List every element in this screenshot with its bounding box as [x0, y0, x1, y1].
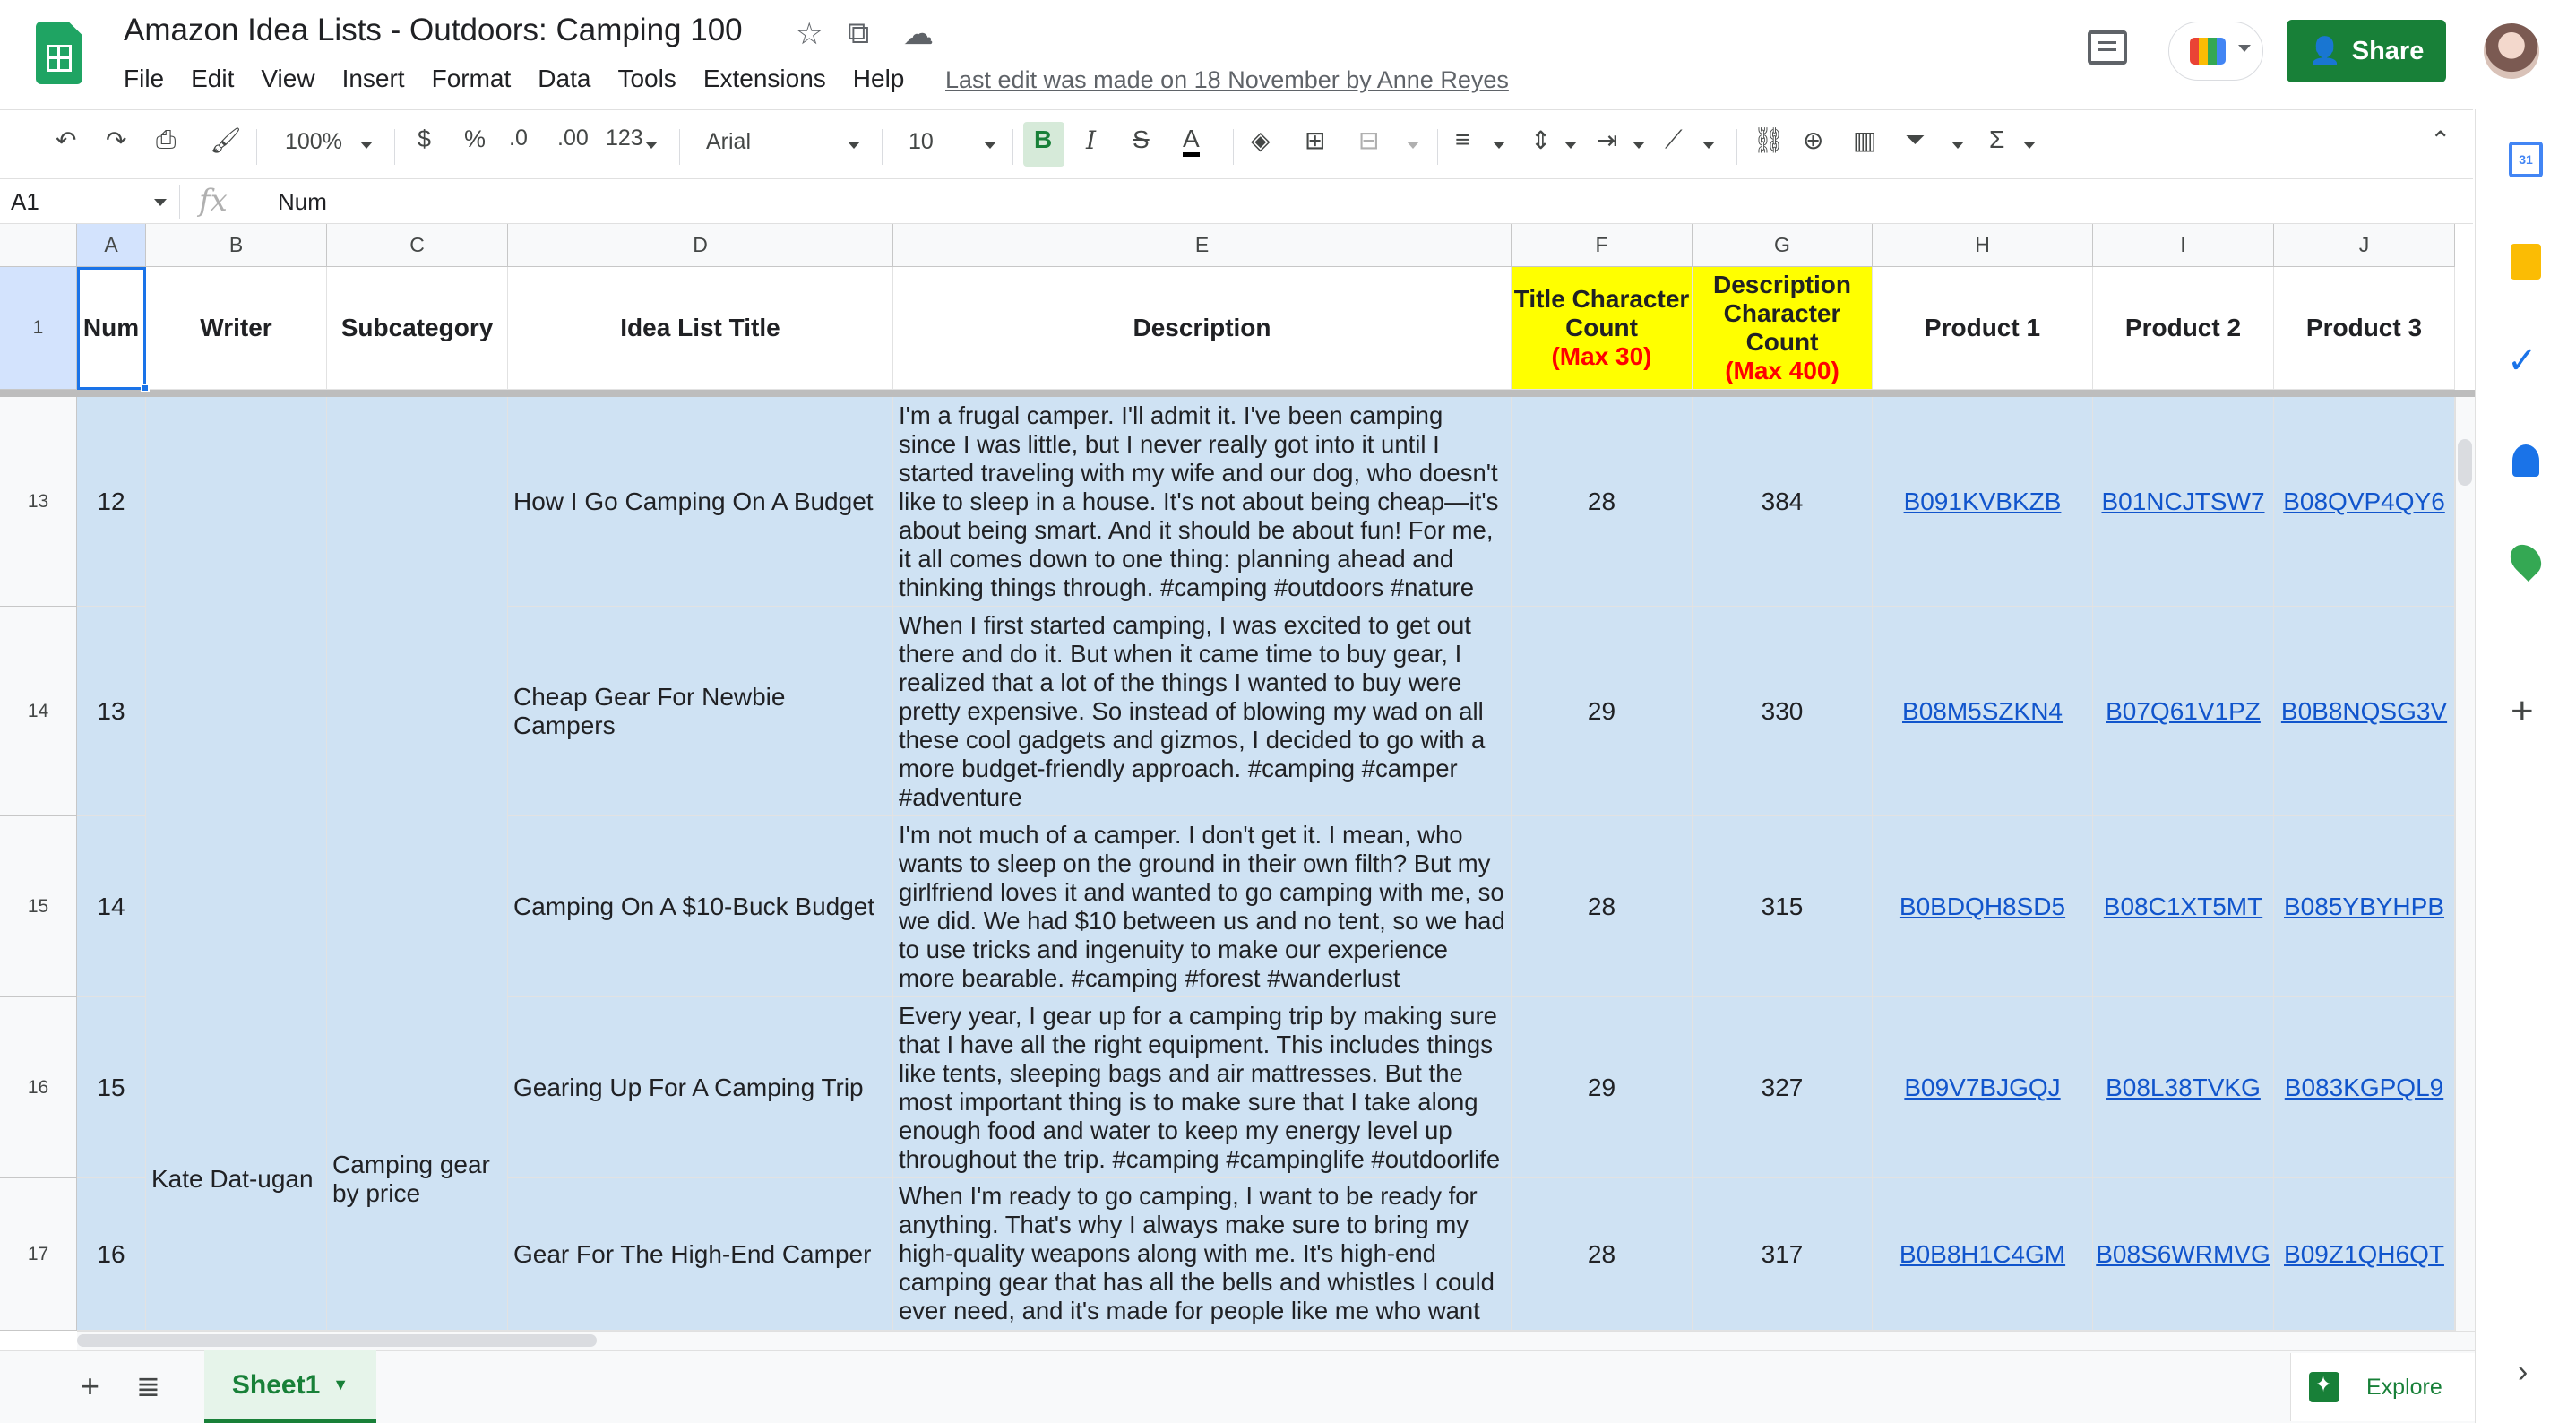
sheets-logo-grid	[47, 45, 72, 72]
toolbar-divider	[1012, 129, 1013, 165]
percent-format-button[interactable]: %	[464, 125, 487, 152]
all-sheets-icon[interactable]: ≣	[136, 1370, 160, 1402]
product-3-link[interactable]: B083KGPQL9	[2274, 997, 2455, 1178]
explore-label: Explore	[2366, 1374, 2442, 1400]
last-edit-link[interactable]: Last edit was made on 18 November by Anne Reyes	[945, 66, 1509, 93]
column-header-g[interactable]: G	[1693, 224, 1873, 267]
explore-button[interactable]	[2290, 1353, 2475, 1421]
header-title-max: (Max 30)	[1551, 342, 1652, 370]
redo-icon[interactable]: ↷	[106, 126, 127, 154]
title-count-cell[interactable]: 28	[1512, 397, 1693, 607]
product-2-link[interactable]: B07Q61V1PZ	[2093, 607, 2274, 816]
product-2-link[interactable]: B08L38TVKG	[2093, 997, 2274, 1178]
title-cell[interactable]: Cheap Gear For Newbie Campers	[508, 607, 893, 816]
column-header-f[interactable]: F	[1512, 224, 1693, 267]
title-count-cell[interactable]: 29	[1512, 607, 1693, 816]
menu-format[interactable]: Format	[431, 65, 512, 92]
row-header-13[interactable]: 13	[0, 397, 77, 607]
get-addons-icon[interactable]: +	[2511, 689, 2534, 733]
description-cell[interactable]: When I'm ready to go camping, I want to be ready for anything. That's why I always make sure to bring my high-quality weapons along with me. It's high-end camping gear that has all the bells and whistles I could ever need, and it's made for people like me who want	[893, 1178, 1512, 1331]
product-2-link[interactable]: B08S6WRMVG	[2093, 1178, 2274, 1331]
borders-icon[interactable]: ⊞	[1305, 126, 1326, 154]
title-count-cell[interactable]: 28	[1512, 816, 1693, 997]
move-folder-icon[interactable]: ⧉	[848, 16, 870, 50]
num-cell[interactable]: 15	[77, 997, 146, 1178]
product-3-link[interactable]: B09Z1QH6QT	[2274, 1178, 2455, 1331]
num-cell[interactable]: 14	[77, 816, 146, 997]
toolbar-divider	[1736, 129, 1737, 165]
column-header-i[interactable]: I	[2093, 224, 2274, 267]
menu-help[interactable]: Help	[852, 65, 905, 92]
italic-icon[interactable]: I	[1086, 125, 1097, 155]
active-cell-outline	[77, 267, 146, 390]
explore-icon	[2309, 1372, 2339, 1402]
title-count-cell[interactable]: 29	[1512, 997, 1693, 1178]
name-box[interactable]: A1	[11, 188, 39, 215]
name-box-dropdown-icon[interactable]	[154, 199, 167, 206]
v-align-dropdown-icon[interactable]	[1564, 142, 1577, 149]
num-cell[interactable]: 12	[77, 397, 146, 607]
formula-bar	[0, 179, 2473, 224]
select-all-corner[interactable]	[0, 224, 77, 267]
keep-icon[interactable]	[2511, 244, 2541, 280]
title-cell[interactable]: Gear For The High-End Camper	[508, 1178, 893, 1331]
strikethrough-icon[interactable]: S	[1133, 125, 1150, 153]
menu-insert[interactable]: Insert	[341, 65, 405, 92]
share-label: Share	[2351, 36, 2425, 65]
description-cell[interactable]: When I first started camping, I was excited to get out there and do it. But when it came time to buy gear, I realized that a lot of the things I wanted to buy were pretty expensive. So instead of blowing my wad on all these cool gadgets and gizmos, I decided to go with a more budget-friendly approach. #camping #camper #adventure	[893, 607, 1512, 816]
sheet-tab-dropdown-icon[interactable]: ▼	[332, 1376, 349, 1393]
h-align-dropdown-icon[interactable]	[1493, 142, 1505, 149]
sheet-tab-sheet1[interactable]	[204, 1350, 376, 1423]
row-header-14[interactable]: 14	[0, 607, 77, 816]
text-rotation-icon[interactable]: ⟋	[1665, 125, 1683, 153]
vertical-scroll-thumb[interactable]	[2458, 439, 2472, 486]
menu-view[interactable]: View	[261, 65, 315, 92]
column-header-b[interactable]: B	[146, 224, 327, 267]
menu-extensions[interactable]: Extensions	[702, 65, 826, 92]
font-size-dropdown-icon[interactable]	[984, 142, 996, 149]
menu-edit[interactable]: Edit	[191, 65, 235, 92]
share-button[interactable]	[2287, 20, 2446, 82]
menu-tools[interactable]: Tools	[617, 65, 676, 92]
calendar-icon[interactable]: 31	[2509, 142, 2543, 177]
vertical-align-icon[interactable]: ⇕	[1530, 126, 1552, 154]
product-3-link[interactable]: B08QVP4QY6	[2274, 397, 2455, 607]
undo-icon[interactable]: ↶	[56, 126, 77, 154]
increase-decimal-button[interactable]: .00	[557, 125, 589, 151]
num-cell[interactable]: 13	[77, 607, 146, 816]
filter-icon[interactable]: ⏷	[1905, 125, 1926, 153]
title-cell[interactable]: How I Go Camping On A Budget	[508, 397, 893, 607]
font-select[interactable]: Arial	[706, 129, 752, 154]
tasks-icon[interactable]: ✓	[2507, 341, 2537, 381]
header-desc-count-label: Description Character Count	[1712, 271, 1852, 356]
toolbar-divider	[1437, 129, 1438, 165]
zoom-dropdown-icon[interactable]	[360, 142, 373, 149]
product-3-link[interactable]: B0B8NQSG3V	[2274, 607, 2455, 816]
menu-data[interactable]: Data	[538, 65, 591, 92]
description-cell[interactable]: I'm not much of a camper. I don't get it. I mean, who wants to sleep on the ground in their own filth? But my girlfriend loves it and wanted to go camping with me, so we did. We had $10 between us and no tent, so we had to use tricks and ingenuity to make our experience more bearable. #camping #forest #wanderlust	[893, 816, 1512, 997]
header-writer[interactable]: Writer	[146, 267, 327, 390]
title-cell[interactable]: Gearing Up For A Camping Trip	[508, 997, 893, 1178]
expand-side-panel-icon[interactable]: ›	[2518, 1355, 2529, 1389]
header-num[interactable]: Num	[77, 267, 146, 390]
column-header-e[interactable]: E	[893, 224, 1512, 267]
bold-icon[interactable]: B	[1034, 125, 1053, 153]
description-cell[interactable]: Every year, I gear up for a camping trip by making sure that I have all the right equipment. This includes things like tents, sleeping bags and air mattresses. But the most important thing is to make sure that I take along enough food and water to keep my energy level up throughout the trip. #camping #campinglife #outdoorlife	[893, 997, 1512, 1178]
font-dropdown-icon[interactable]	[848, 142, 860, 149]
filter-dropdown-icon[interactable]	[1951, 142, 1964, 149]
description-cell[interactable]: I'm a frugal camper. I'll admit it. I've been camping since I was little, but I never really got into it until I started traveling with my wife and our dog, who doesn't like to sleep in a house. It's not about being cheap—it's about being smart. And it should be about fun! For me, it all comes down to one thing: planning ahead and thinking things through. #camping #outdoors #nature	[893, 397, 1512, 607]
vertical-scrollbar[interactable]	[2455, 397, 2475, 1331]
cloud-status-icon[interactable]: ☁	[903, 17, 934, 51]
header-description[interactable]: Description	[893, 267, 1512, 390]
toolbar-divider	[679, 129, 680, 165]
side-panel	[2475, 109, 2576, 1423]
star-icon[interactable]: ☆	[796, 17, 823, 51]
insert-link-icon[interactable]: ⛓	[1753, 126, 1785, 154]
horizontal-align-icon[interactable]: ≡	[1455, 125, 1470, 153]
frozen-row-divider[interactable]	[0, 390, 2475, 397]
text-wrapping-icon[interactable]: ⇥	[1597, 126, 1618, 154]
fill-handle[interactable]	[141, 384, 150, 392]
product-3-link[interactable]: B085YBYHPB	[2274, 816, 2455, 997]
column-header-d[interactable]: D	[508, 224, 893, 267]
product-2-link[interactable]: B08C1XT5MT	[2093, 816, 2274, 997]
menu-bar	[124, 65, 931, 93]
desc-count-cell[interactable]: 317	[1693, 1178, 1873, 1331]
header-desc-char-count[interactable]	[1693, 267, 1873, 390]
decrease-decimal-button[interactable]: .0	[509, 125, 528, 151]
desc-count-cell[interactable]: 384	[1693, 397, 1873, 607]
row-header-1[interactable]: 1	[0, 267, 77, 390]
column-header-a[interactable]: A	[77, 224, 146, 267]
print-icon[interactable]: ⎙	[156, 125, 177, 153]
functions-icon[interactable]: Σ	[1989, 125, 2005, 153]
header-product-2[interactable]: Product 2	[2093, 267, 2274, 390]
comments-icon[interactable]	[2088, 30, 2127, 65]
share-person-icon: 👤	[2308, 37, 2341, 65]
paint-format-icon[interactable]: 🖌	[210, 126, 242, 154]
formula-divider	[179, 185, 180, 219]
subcategory-merged-cell[interactable]: Camping gear by price	[327, 397, 508, 1331]
title-count-cell[interactable]: 28	[1512, 1178, 1693, 1331]
header-title-char-count[interactable]	[1512, 267, 1693, 390]
functions-dropdown-icon[interactable]	[2023, 142, 2036, 149]
product-1-link[interactable]: B0B8H1C4GM	[1873, 1178, 2093, 1331]
document-title[interactable]: Amazon Idea Lists - Outdoors: Camping 100	[124, 13, 743, 47]
toolbar-divider	[882, 129, 883, 165]
header-product-3[interactable]: Product 3	[2274, 267, 2455, 390]
formula-input[interactable]: Num	[278, 188, 327, 215]
column-header-h[interactable]: H	[1873, 224, 2093, 267]
sheet-tab-label: Sheet1	[231, 1369, 321, 1400]
wrap-dropdown-icon[interactable]	[1633, 142, 1645, 149]
row-header-16[interactable]: 16	[0, 997, 77, 1178]
column-header-j[interactable]: J	[2274, 224, 2455, 267]
add-sheet-icon[interactable]: +	[81, 1367, 100, 1404]
product-1-link[interactable]: B091KVBKZB	[1873, 397, 2093, 607]
num-cell[interactable]: 16	[77, 1178, 146, 1331]
more-formats-dropdown-icon[interactable]	[645, 142, 658, 149]
currency-format-button[interactable]: $	[418, 125, 432, 152]
header-subcategory[interactable]: Subcategory	[327, 267, 508, 390]
row-header-15[interactable]: 15	[0, 816, 77, 997]
zoom-select[interactable]: 100%	[285, 129, 342, 154]
header-desc-max: (Max 400)	[1725, 357, 1839, 384]
contacts-icon[interactable]	[2512, 444, 2539, 477]
insert-chart-icon[interactable]: ▥	[1853, 126, 1877, 154]
toolbar-divider	[394, 129, 395, 165]
toolbar-divider	[1233, 129, 1234, 165]
writer-merged-cell[interactable]: Kate Dat-ugan	[146, 397, 327, 1331]
product-1-link[interactable]: B0BDQH8SD5	[1873, 816, 2093, 997]
product-1-link[interactable]: B08M5SZKN4	[1873, 607, 2093, 816]
meet-camera-icon	[2190, 38, 2226, 65]
insert-comment-icon[interactable]: ⊕	[1803, 126, 1824, 154]
rotation-dropdown-icon[interactable]	[1702, 142, 1715, 149]
product-2-link[interactable]: B01NCJTSW7	[2093, 397, 2274, 607]
desc-count-cell[interactable]: 327	[1693, 997, 1873, 1178]
user-avatar[interactable]	[2484, 23, 2539, 79]
row-header-17[interactable]: 17	[0, 1178, 77, 1331]
merge-dropdown-icon[interactable]	[1407, 142, 1419, 149]
desc-count-cell[interactable]: 315	[1693, 816, 1873, 997]
header-idea-list-title[interactable]: Idea List Title	[508, 267, 893, 390]
toolbar-divider	[256, 129, 257, 165]
product-1-link[interactable]: B09V7BJGQJ	[1873, 997, 2093, 1178]
collapse-toolbar-icon[interactable]: ⌃	[2430, 126, 2451, 154]
desc-count-cell[interactable]: 330	[1693, 607, 1873, 816]
font-size-select[interactable]: 10	[909, 129, 934, 154]
title-cell[interactable]: Camping On A $10-Buck Budget	[508, 816, 893, 997]
fx-icon: fx	[199, 183, 228, 219]
fill-color-icon[interactable]: ◈	[1251, 126, 1271, 154]
merge-cells-icon[interactable]: ⊟	[1358, 126, 1380, 154]
column-header-c[interactable]: C	[327, 224, 508, 267]
header-product-1[interactable]: Product 1	[1873, 267, 2093, 390]
header-title-count-label: Title Character Count	[1513, 285, 1690, 341]
meet-dropdown-icon[interactable]	[2238, 45, 2251, 52]
menu-file[interactable]: File	[124, 65, 165, 92]
horizontal-scroll-thumb[interactable]	[77, 1334, 597, 1347]
more-formats-button[interactable]: 123	[606, 125, 643, 151]
text-color-icon[interactable]: A	[1183, 125, 1200, 157]
